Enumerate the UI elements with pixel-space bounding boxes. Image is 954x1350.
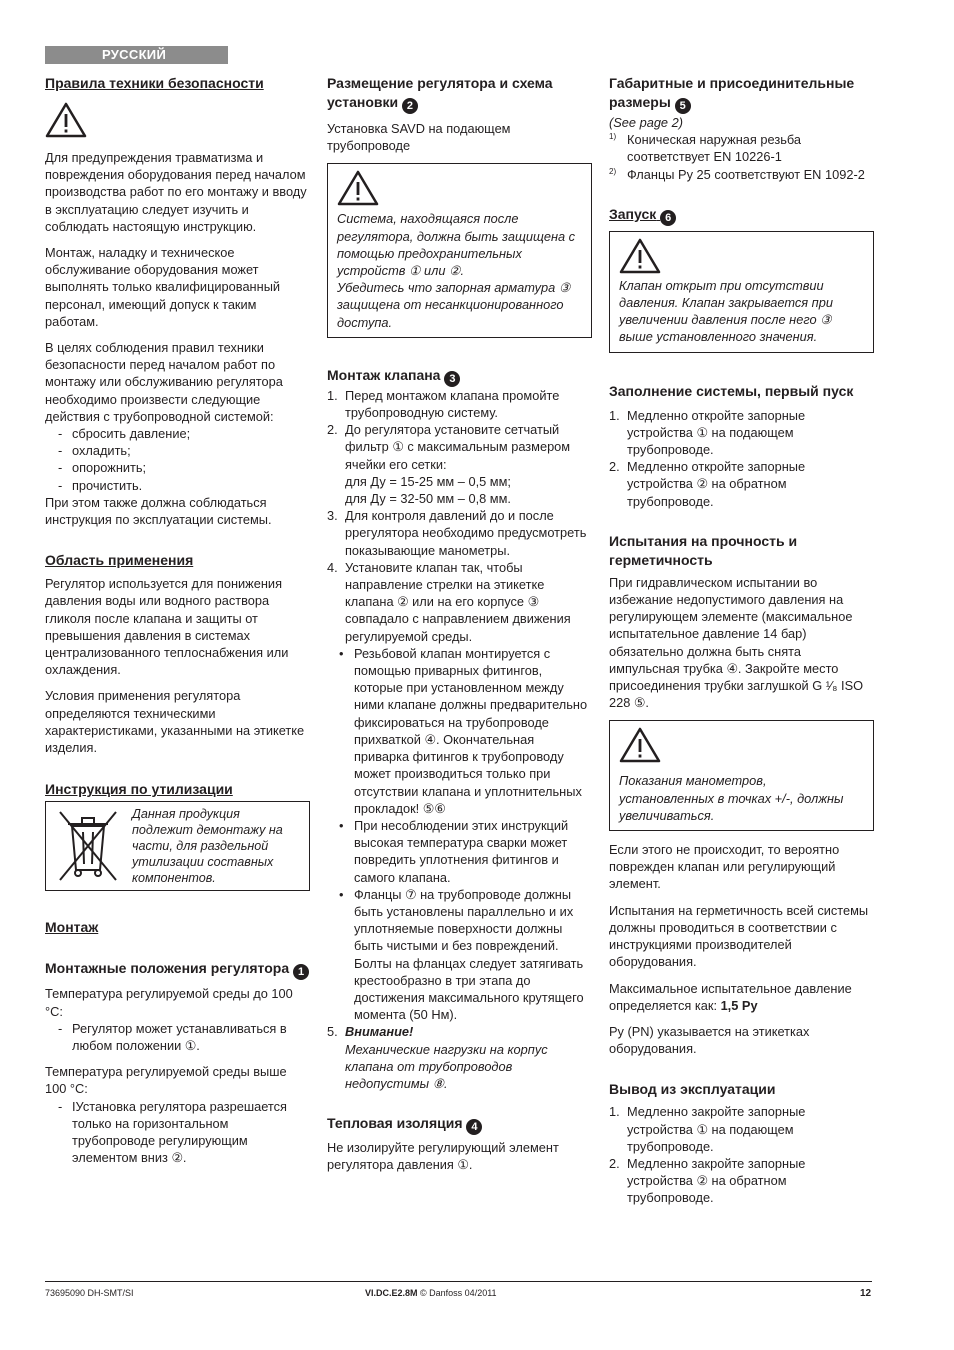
warning-text: Показания манометров, установленных в точках +/-, должны увеличиваться.	[619, 773, 844, 823]
list-item: 2. Медленно закройте запорные устройства ② на обратном трубопроводе.	[609, 1155, 806, 1206]
warning-icon	[337, 170, 379, 206]
list-item: - прочистить.	[58, 477, 143, 493]
dimensions-title: Габаритные и присоединительные размеры 5	[609, 75, 855, 112]
disposal-title: Инструкция по утилизации	[45, 781, 233, 798]
positions-paragraph-1: Температура регулируемой среды до 100 °C:	[45, 986, 293, 1019]
valve-steps	[327, 387, 592, 645]
column-2	[327, 74, 592, 1174]
valve-title: Монтаж клапана 3	[327, 366, 592, 387]
warning-icon	[45, 102, 87, 138]
page-number: 12	[860, 1288, 872, 1299]
fill-title: Заполнение системы, первый пуск	[609, 382, 854, 399]
warning-text-b: Убедитесь что запорная арматура ③ защищена от несанкционированного доступа.	[337, 280, 571, 330]
valve-bullets	[327, 645, 592, 1023]
figure-number-badge: 4	[466, 1119, 482, 1135]
placement-title: Размещение регулятора и схема установки 2	[327, 75, 553, 112]
disposal-text: Данная продукция подлежит демонтажу на части, для раздельной утилизации составных компонентов.	[132, 807, 283, 886]
mount-title: Монтаж	[45, 919, 99, 936]
footer-divider	[45, 1281, 872, 1282]
list-item: 1. Перед монтажом клапана промойте трубопроводную систему.	[327, 387, 560, 421]
scope-paragraph-2: Условия применения регулятора определяются техническими характеристиками, указанными на этикетке изделия.	[45, 688, 305, 756]
warning-box	[609, 720, 874, 831]
language-tab: РУССКИЙ	[45, 46, 228, 64]
warning-text: Клапан открыт при отсутствии давления. Клапан закрывается при увеличении давления после него ③ выше установленного значения.	[619, 277, 833, 345]
decommission-steps	[609, 1103, 874, 1206]
safety-list	[45, 425, 310, 494]
warning-box	[327, 163, 592, 337]
figure-number-badge: 2	[402, 98, 418, 114]
decommission-title: Вывод из эксплуатации	[609, 1081, 776, 1098]
test-paragraph-3: Испытания на герметичность всей системы должны проводиться в соответствии с инструкциями производителей оборудования.	[609, 902, 869, 970]
list-item: 2. Медленно откройте запорные устройства ② на обратном трубопроводе.	[609, 459, 806, 509]
figure-number-badge: 5	[675, 98, 691, 114]
start-title: Запуск 6	[609, 205, 874, 226]
list-item: 2. До регулятора установите сетчатый фильтр ① с максимальным размером ячейки его сетки: для Ду = 15-25 мм – 0,5 мм; для Ду = 32-50 мм – 0,8 мм.	[327, 422, 571, 507]
footnote-2: 2) Фланцы Ру 25 соответствуют EN 1092-2	[609, 166, 865, 182]
list-item: 4. Установите клапан так, чтобы направление стрелки на этикетке клапана ② или на его корпусе ③ совпадало с направлением движения регулируемой среды.	[327, 559, 571, 644]
positions-title: Монтажные положения регулятора 1	[45, 959, 310, 980]
column-3	[609, 74, 874, 1207]
positions-paragraph-2: Температура регулируемой среды выше 100 °C:	[45, 1064, 287, 1097]
footer-doc: VI.DC.E2.8M © Danfoss 04/2011	[365, 1288, 497, 1298]
list-item: - сбросить давление;	[58, 426, 191, 442]
footnote-1: 1) Коническая наружная резьба соответствует EN 10226-1	[609, 132, 802, 165]
list-item: • Фланцы ⑦ на трубопроводе должны быть установлены параллельно и их уплотняемые поверхности должны быть чистыми и без повреждений. Болты на фланцах следует затягивать крестообразно в три этапа до достижения максимального крутящего момента (50 Нм).	[339, 886, 584, 1023]
figure-number-badge: 6	[660, 210, 676, 226]
list-item: • При несоблюдении этих инструкций высокая температура сварки может повредить уплотнения фитингов и самого клапана.	[339, 817, 569, 885]
column-1	[45, 74, 310, 1166]
warning-icon	[619, 727, 661, 763]
list-item: - охладить;	[58, 443, 131, 459]
list-item: - Регулятор может устанавливаться в любом положении ①.	[58, 1020, 287, 1053]
footer-code: 73695090 DH-SMT/SI	[45, 1288, 134, 1298]
list-item: 3. Для контроля давлений до и после ррегулятора необходимо предусмотреть показывающие манометры.	[327, 508, 587, 558]
safety-paragraph-4: При этом также должна соблюдаться инструкция по эксплуатации системы.	[45, 494, 272, 528]
test-paragraph-1: При гидравлическом испытании во избежание недопустимого давления на регулирующем элементе (максимальное испытательное давление 14 бар) обязательно должна быть снята импульсная трубка ④. Закройте место присоединения трубки заглушкой G ¹⁄₈ ISO 228 ⑤.	[609, 574, 864, 711]
figure-number-badge: 3	[444, 371, 460, 387]
list-item: 1. Медленно откройте запорные устройства ① на подающем трубопроводе.	[609, 407, 806, 458]
scope-title: Область применения	[45, 552, 194, 569]
insulation-title: Тепловая изоляция 4	[327, 1114, 592, 1135]
insulation-paragraph: Не изолируйте регулирующий элемент регулятора давления ①.	[327, 1140, 559, 1173]
safety-paragraph-2: Монтаж, наладку и техническое обслуживание оборудования может выполнять только квалифицированный персонал, имеющий допуск к таким работам.	[45, 245, 281, 329]
figure-number-badge: 1	[293, 964, 309, 980]
list-item: - опорожнить;	[58, 460, 147, 476]
warning-icon	[619, 238, 661, 274]
list-item: • Резьбовой клапан монтируется с помощью приварных фитингов, которые при установленном между ними клапане должны предварительно фиксироваться на трубопроводе прихваткой ④. Окончательная приварка фитингов к трубопроводу может производиться только при отсутствии клапана и уплотнительных прокладок! ⑤⑥	[339, 645, 588, 816]
test-paragraph-2: Если этого не происходит, то вероятно поврежден клапан или регулирующий элемент.	[609, 842, 840, 892]
placement-paragraph: Установка SAVD на подающем трубопроводе	[327, 121, 511, 154]
safety-paragraph-3: В целях соблюдения правил техники безопасности перед началом работ по монтажу или обслуживанию регулятора необходимо произвести следующие действия с трубопроводной системой:	[45, 340, 283, 424]
warning-text-a: Система, находящаяся после регулятора, должна быть защищена с помощью предохранительных устройств ① или ②.	[337, 211, 576, 279]
test-paragraph-5: Ру (PN) указывается на этикетках оборудования.	[609, 1023, 810, 1057]
safety-paragraph-1: Для предупреждения травматизма и повреждения оборудования перед началом производства работ по его монтажу и вводу в эксплуатацию следует изучить и соблюдать настоящую инструкцию.	[45, 150, 307, 234]
scope-paragraph-1: Регулятор используется для понижения давления воды или водного раствора гликоля после клапана и защиты от превышения давления в системах централизованного теплоснабжения или охлаждения.	[45, 576, 289, 678]
fill-steps	[609, 407, 874, 510]
list-item: - IУстановка регулятора разрешается только на горизонтальном трубопроводе регулирующим элементом вниз ②.	[58, 1098, 287, 1166]
test-title: Испытания на прочность и герметичность	[609, 532, 798, 568]
see-page-note: (See page 2)	[609, 115, 683, 130]
disposal-box	[45, 801, 310, 891]
crossed-bin-icon	[52, 806, 122, 884]
list-item: 5. Внимание! Механические нагрузки на корпус клапана от трубопроводов недопустимы ⑧.	[327, 1024, 548, 1091]
test-paragraph-4: Максимальное испытательное давление определяется как: 1,5 Ру	[609, 980, 852, 1013]
list-item: 1. Медленно закройте запорные устройства ① на подающем трубопроводе.	[609, 1104, 806, 1154]
safety-title: Правила техники безопасности	[45, 75, 264, 91]
warning-box	[609, 231, 874, 353]
